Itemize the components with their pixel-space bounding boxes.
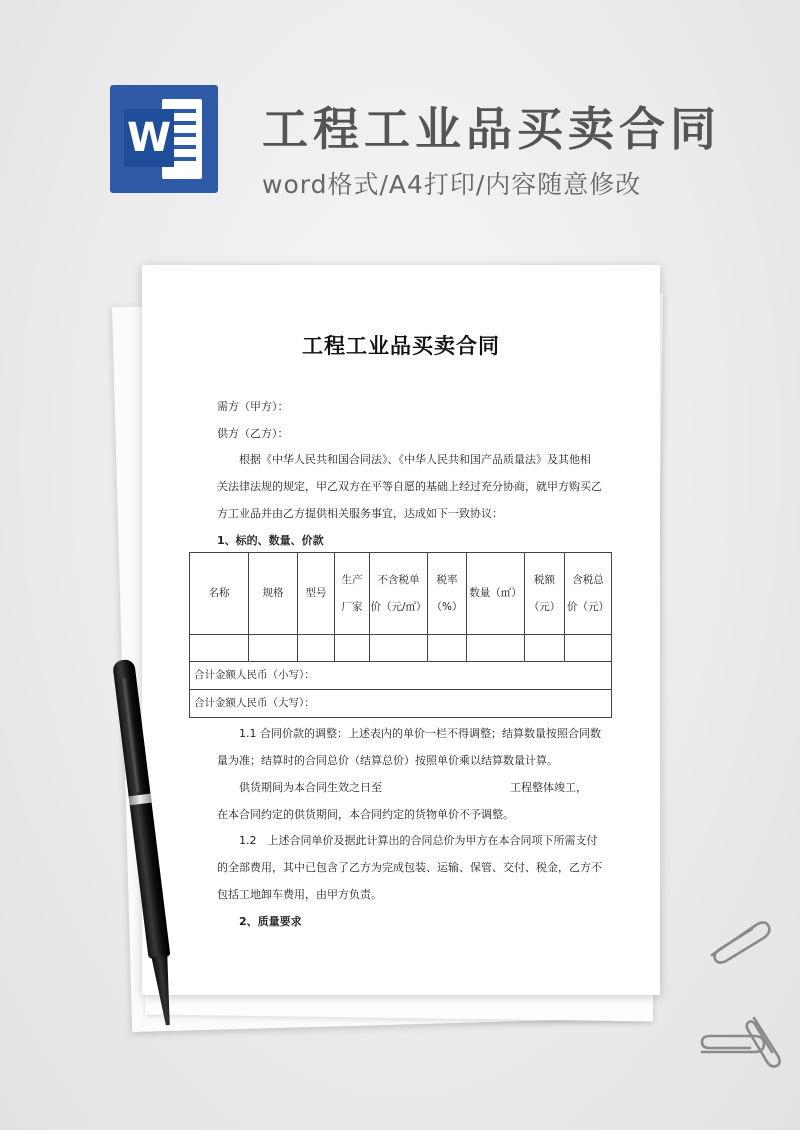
table-header-cell: 不含税单 价（元/㎡） [370,553,428,635]
word-letter-badge: W [124,109,174,167]
paperclip-icon [692,1010,792,1070]
buyer-line: 需方（甲方）： [217,400,289,413]
supply-period-line: 供货期间为本合同生效之日至 [239,781,382,794]
clause-1-2-line: 1.2 上述合同单价及据此计算出的合同总价为甲方在本合同项下所需支付 [239,834,598,847]
table-empty-row [190,635,612,662]
table-header-cell: 型号 [298,553,335,635]
table-total-big-row [190,690,612,718]
total-big-cell: 合计金额人民币（大写）： [190,690,612,718]
total-small-cell: 合计金额人民币（小写）： [190,662,612,690]
table-header-cell: 规格 [249,553,298,635]
section-heading-2: 2、质量要求 [239,915,302,928]
paperclip-icon [704,915,774,965]
supply-period-note: 在本合同约定的供货期间，本合同约定的货物单价不予调整。 [217,808,514,821]
clause-1-2-line: 包括工地卸车费用，由甲方负责。 [217,888,382,901]
table-header-cell: 含税总 价（元） [565,553,612,635]
intro-line: 方工业品并由乙方提供相关服务事宜，达成如下一致协议： [217,507,503,520]
supply-period-end: 工程整体竣工， [510,781,587,794]
table-header-cell: 数量（㎡） [467,553,525,635]
clause-1-1-line: 1.1 合同价款的调整：上述表内的单价一栏不得调整；结算数量按照合同数 [239,727,601,740]
table-total-small-row [190,662,612,690]
table-header-cell: 名称 [190,553,249,635]
intro-line: 根据《中华人民共和国合同法》、《中华人民共和国产品质量法》及其他相 [239,453,591,466]
table-header-cell: 生产 厂家 [335,553,370,635]
section-heading-1: 1、标的、数量、价款 [217,534,324,547]
table-header-cell: 税率 （%） [428,553,467,635]
table-header-cell: 税额 （元） [525,553,565,635]
table-header-row [190,553,612,635]
intro-line: 关法律法规的规定，甲乙双方在平等自愿的基础上经过充分协商，就甲方购买乙 [217,480,602,493]
clause-1-2-line: 的全部费用，其中已包含了乙方为完成包装、运输、保管、交付、税金，乙方不 [217,861,602,874]
word-logo-icon [110,85,218,193]
header-subtitle: word格式/A4打印/内容随意修改 [262,170,642,199]
items-table [189,552,612,718]
document-page [142,265,660,995]
clause-1-1-line: 量为准；结算时的合同总价（结算总价）按照单价乘以结算数量计算。 [217,754,558,767]
document-title: 工程工业品买卖合同 [302,334,500,358]
header-title: 工程工业品买卖合同 [262,102,721,156]
seller-line: 供方（乙方）： [217,427,289,440]
